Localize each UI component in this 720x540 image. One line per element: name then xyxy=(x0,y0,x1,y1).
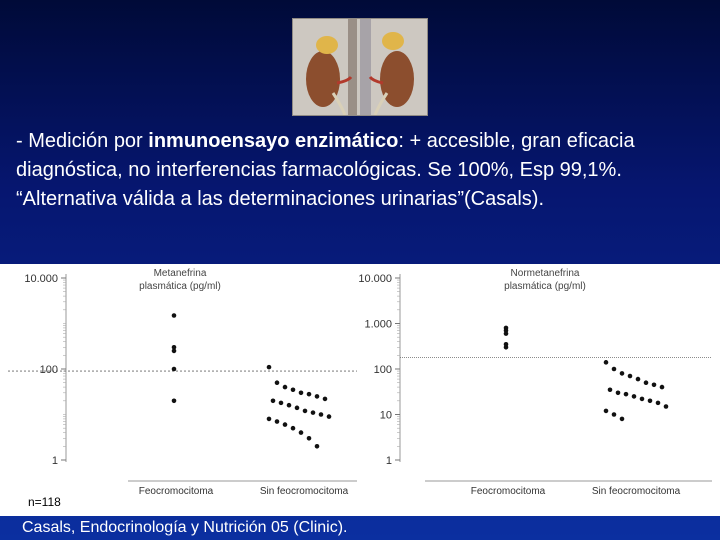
x-category-label: Feocromocitoma xyxy=(470,486,546,497)
kidney-anatomy-image xyxy=(292,18,428,116)
data-point xyxy=(620,371,625,376)
text-emphasis: inmunoensayo enzimático xyxy=(148,130,399,152)
y-tick-label: 100 xyxy=(39,364,58,376)
data-point xyxy=(504,345,509,350)
svg-text:n=118: n=118 xyxy=(28,495,61,509)
citation: Casals, Endocrinología y Nutrición 05 (Clinic). xyxy=(22,519,348,536)
data-point xyxy=(279,401,284,406)
data-point xyxy=(275,419,280,424)
data-point xyxy=(315,444,320,449)
data-point xyxy=(291,426,296,431)
data-point xyxy=(172,399,177,404)
data-point xyxy=(275,380,280,385)
data-point xyxy=(604,409,609,414)
text-prefix: - Medición por xyxy=(16,130,149,152)
data-point xyxy=(652,382,657,387)
data-point xyxy=(172,367,177,372)
data-point xyxy=(628,374,633,379)
data-point xyxy=(504,331,509,336)
y-tick-label: 1 xyxy=(385,455,392,467)
data-point xyxy=(311,410,316,415)
data-point xyxy=(319,412,324,417)
main-text xyxy=(16,127,706,214)
data-point xyxy=(295,406,300,411)
data-point xyxy=(299,390,304,395)
data-point xyxy=(604,360,609,365)
data-point xyxy=(608,387,613,392)
data-point xyxy=(291,387,296,392)
data-point xyxy=(267,365,272,370)
data-point xyxy=(612,412,617,417)
data-point xyxy=(307,392,312,397)
data-point xyxy=(283,422,288,427)
panel-title-line-2: plasmática (pg/ml) xyxy=(504,281,586,292)
data-point xyxy=(327,414,332,419)
data-point xyxy=(283,385,288,390)
data-point xyxy=(172,349,177,354)
sample-size-label xyxy=(28,495,61,509)
y-tick-label: 10.000 xyxy=(24,273,58,285)
data-point xyxy=(664,404,669,409)
data-point xyxy=(624,392,629,397)
y-tick-label: 10 xyxy=(379,409,392,422)
data-point xyxy=(271,399,276,404)
data-point xyxy=(323,397,328,402)
data-point xyxy=(632,394,637,399)
y-tick-label: 10.000 xyxy=(358,273,392,285)
data-point xyxy=(648,399,653,404)
panel-title-line-1: Normetanefrina xyxy=(510,268,580,279)
data-point xyxy=(616,390,621,395)
x-category-label: Feocromocitoma xyxy=(138,486,214,497)
x-category-label: Sin feocromocitoma xyxy=(259,486,349,497)
panel-title-line-1: Metanefrina xyxy=(153,268,207,279)
data-point xyxy=(660,385,665,390)
data-point xyxy=(299,430,304,435)
kidney-illustration xyxy=(293,19,427,115)
text-body: : + accesible, gran eficacia diagnóstica, no interferencias farmacológicas. Se 100%, Esp 99,1%. “Alternativa válida a las determinaciones urinarias”(Casals). xyxy=(16,130,635,210)
data-point xyxy=(287,403,292,408)
data-point xyxy=(315,394,320,399)
data-point xyxy=(644,380,649,385)
dot-plot-svg xyxy=(0,264,720,516)
y-tick-label: 1.000 xyxy=(364,318,392,331)
data-point xyxy=(303,409,308,414)
x-category-label: Sin feocromocitoma xyxy=(591,486,681,497)
data-point xyxy=(640,397,645,402)
data-point xyxy=(172,313,177,318)
y-tick-label: 1 xyxy=(51,455,58,467)
data-point xyxy=(620,417,625,422)
data-point xyxy=(656,401,661,406)
data-point xyxy=(267,417,272,422)
y-tick-label: 100 xyxy=(373,364,392,376)
data-point xyxy=(636,377,641,382)
dot-plot-figure xyxy=(0,264,720,516)
data-point xyxy=(307,436,312,441)
panel-title-line-2: plasmática (pg/ml) xyxy=(139,281,221,292)
data-point xyxy=(612,367,617,372)
